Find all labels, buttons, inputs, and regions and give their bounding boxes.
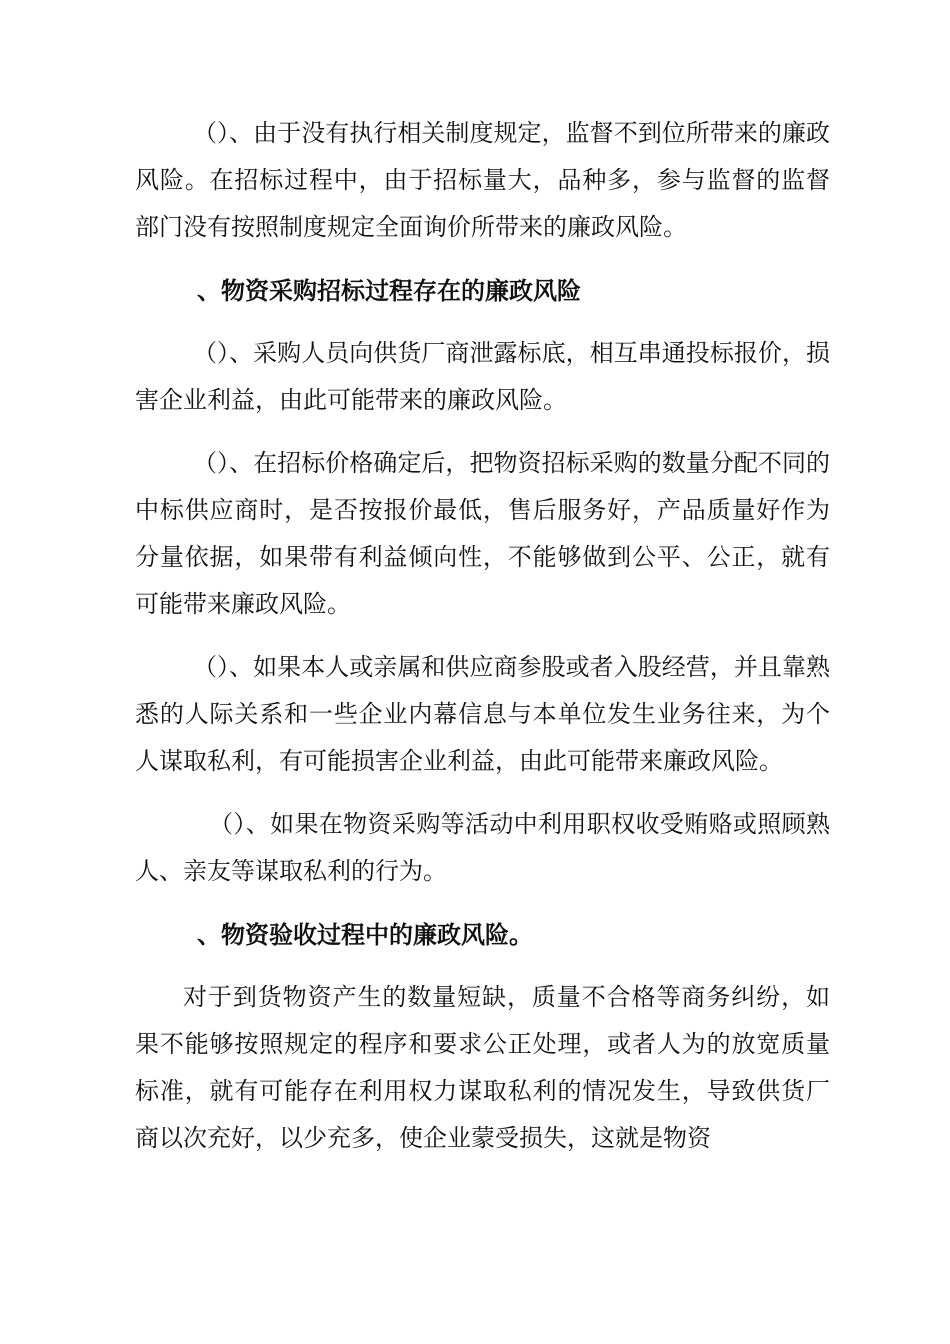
section-heading-acceptance: 、物资验收过程中的廉政风险。 — [197, 920, 533, 949]
section-heading-procurement-bidding: 、物资采购招标过程存在的廉政风险 — [197, 276, 581, 305]
paragraph-acceptance-dispute: 对于到货物资产生的数量短缺，质量不合格等商务纠纷，如果不能够按照规定的程序和要求公正处理，或者人为的放宽质量标准，就有可能存在利用权力谋取私利的情况发生，导致供货厂商以次充好，以少充多，使企业蒙受损失，这就是物资 — [135, 983, 830, 1152]
paragraph-bid-leak-risk: （）、采购人员向供货厂商泄露标底，相互串通投标报价，损害企业利益，由此可能带来的廉政风险。 — [135, 339, 830, 414]
paragraph-bribery-risk: （）、如果在物资采购等活动中利用职权收受贿赂或照顾熟人、亲友等谋取私利的行为。 — [135, 810, 830, 885]
paragraph-supervision-risk: （）、由于没有执行相关制度规定，监督不到位所带来的廉政风险。在招标过程中，由于招标量大，品种多，参与监督的监督部门没有按照制度规定全面询价所带来的廉政风险。 — [135, 119, 830, 241]
paragraph-quantity-allocation-risk: （）、在招标价格确定后，把物资招标采购的数量分配不同的中标供应商时，是否按报价最低，售后服务好，产品质量好作为分量依据，如果带有利益倾向性，不能够做到公平、公正，就有可能带来廉政风险。 — [135, 449, 830, 618]
document-body — [135, 110, 830, 1162]
paragraph-shareholding-risk: （）、如果本人或亲属和供应商参股或者入股经营，并且靠熟悉的人际关系和一些企业内幕信息与本单位发生业务往来，为个人谋取私利，有可能损害企业利益，由此可能带来廉政风险。 — [135, 653, 830, 775]
